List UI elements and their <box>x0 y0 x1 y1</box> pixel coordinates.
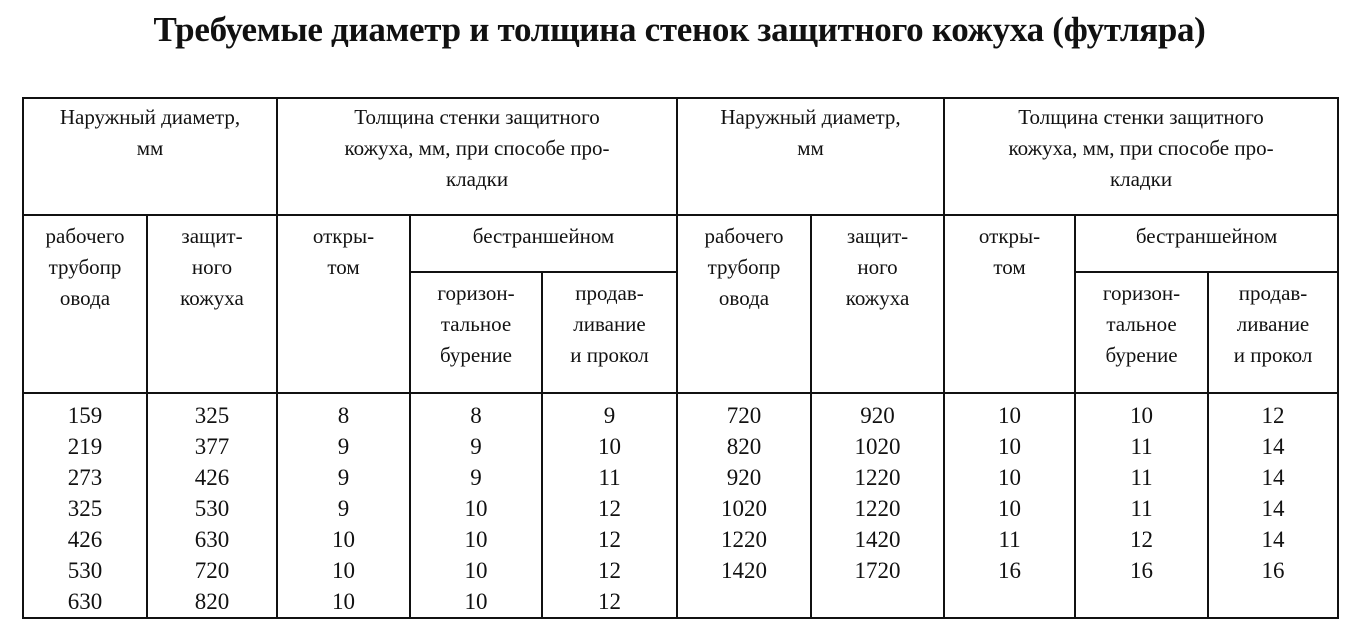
header-wall-thickness-left: Толщина стенки защитного кожуха, мм, при способе про- кладки <box>277 98 677 215</box>
table-cell: 9 <box>470 434 482 459</box>
table-cell: 1220 <box>854 465 901 490</box>
table-cell: 11 <box>1130 434 1153 459</box>
table-cell: 9 <box>470 465 482 490</box>
col-pushing-right <box>1208 393 1338 618</box>
table-cell: 426 <box>67 527 103 552</box>
table-cell: 820 <box>194 589 230 614</box>
table-cell: 14 <box>1261 527 1285 552</box>
col-working-pipe-right <box>677 393 811 618</box>
header-trenchless-right: бестраншейном <box>1075 215 1338 272</box>
table-cell: 159 <box>67 403 103 428</box>
col-open-right <box>944 393 1075 618</box>
table-cell: 720 <box>194 558 230 583</box>
table-cell: 11 <box>598 465 621 490</box>
table-cell: 10 <box>332 527 356 552</box>
table-cell: 426 <box>194 465 230 490</box>
table-cell: 10 <box>598 434 622 459</box>
header-pushing-left: продав- ливание и прокол <box>542 272 677 393</box>
table-cell: 377 <box>194 434 230 459</box>
table-cell: 12 <box>598 527 622 552</box>
table-cell: 10 <box>998 465 1022 490</box>
table-cell: 1020 <box>854 434 901 459</box>
table-cell: 8 <box>470 403 482 428</box>
col-working-pipe-left <box>23 393 147 618</box>
header-open-right: откры- том <box>944 215 1075 393</box>
table-cell: 11 <box>998 527 1021 552</box>
table-cell: 16 <box>1130 558 1154 583</box>
table-cell: 630 <box>194 527 230 552</box>
table-cell: 219 <box>67 434 103 459</box>
header-wall-thickness-right: Толщина стенки защитного кожуха, мм, при способе про- кладки <box>944 98 1338 215</box>
table-cell: 10 <box>464 558 488 583</box>
table-cell: 10 <box>998 434 1022 459</box>
table-cell: 273 <box>67 465 103 490</box>
table-cell: 10 <box>332 558 356 583</box>
header-horizontal-drilling-left: горизон- тальное бурение <box>410 272 542 393</box>
table-cell: 10 <box>1130 403 1154 428</box>
header-open-left: откры- том <box>277 215 410 393</box>
table-cell: 14 <box>1261 496 1285 521</box>
table-cell: 10 <box>464 527 488 552</box>
table-cell: 9 <box>337 434 350 459</box>
table-cell: 1420 <box>854 527 901 552</box>
table-cell: 10 <box>464 496 488 521</box>
header-casing-left: защит- ного кожуха <box>147 215 277 393</box>
col-casing-right <box>811 393 944 618</box>
col-pushing-left <box>542 393 677 618</box>
table-cell: 12 <box>1130 527 1154 552</box>
header-casing-right: защит- ного кожуха <box>811 215 944 393</box>
col-horizontal-left <box>410 393 542 618</box>
page-title: Требуемые диаметр и толщина стенок защитного кожуха (футляра) <box>153 10 1206 49</box>
col-horizontal-right <box>1075 393 1208 618</box>
table-cell: 16 <box>998 558 1022 583</box>
table-cell: 12 <box>598 589 622 614</box>
col-open-left <box>277 393 410 618</box>
col-casing-left <box>147 393 277 618</box>
casing-table <box>22 97 1339 619</box>
table-cell: 11 <box>1130 465 1153 490</box>
table-cell: 10 <box>998 403 1022 428</box>
table-cell: 8 <box>337 403 350 428</box>
table-cell: 1220 <box>854 496 901 521</box>
header-trenchless-left: бестраншейном <box>410 215 677 272</box>
table-cell: 12 <box>598 558 622 583</box>
table-cell: 530 <box>194 496 230 521</box>
table-cell: 9 <box>337 496 350 521</box>
table-cell: 720 <box>726 403 762 428</box>
table-cell: 11 <box>1130 496 1153 521</box>
header-working-pipe-right: рабочего трубопр овода <box>677 215 811 393</box>
table-cell: 14 <box>1261 465 1285 490</box>
table-cell: 9 <box>337 465 350 490</box>
table-cell: 14 <box>1261 434 1285 459</box>
header-working-pipe-left: рабочего трубопр овода <box>23 215 147 393</box>
table-cell: 920 <box>726 465 762 490</box>
table-cell: 10 <box>332 589 356 614</box>
table-cell: 10 <box>998 496 1022 521</box>
table-cell: 630 <box>67 589 103 614</box>
table-cell: 10 <box>464 589 488 614</box>
header-pushing-right: продав- ливание и прокол <box>1208 272 1338 393</box>
table-cell: 325 <box>194 403 230 428</box>
table-cell: 1020 <box>721 496 768 521</box>
header-outer-diameter-right: Наружный диаметр, мм <box>677 98 944 215</box>
header-horizontal-drilling-right: горизон- тальное бурение <box>1075 272 1208 393</box>
table-cell: 1220 <box>721 527 768 552</box>
table-cell: 1420 <box>721 558 768 583</box>
header-outer-diameter-left: Наружный диаметр, мм <box>23 98 277 215</box>
table-cell: 12 <box>1261 403 1285 428</box>
table-cell: 820 <box>726 434 762 459</box>
table-cell: 9 <box>603 403 616 428</box>
table-cell: 12 <box>598 496 622 521</box>
table-cell: 920 <box>860 403 895 428</box>
table-cell: 1720 <box>854 558 901 583</box>
table-cell: 325 <box>67 496 103 521</box>
table-cell: 530 <box>67 558 103 583</box>
table-cell: 16 <box>1261 558 1285 583</box>
